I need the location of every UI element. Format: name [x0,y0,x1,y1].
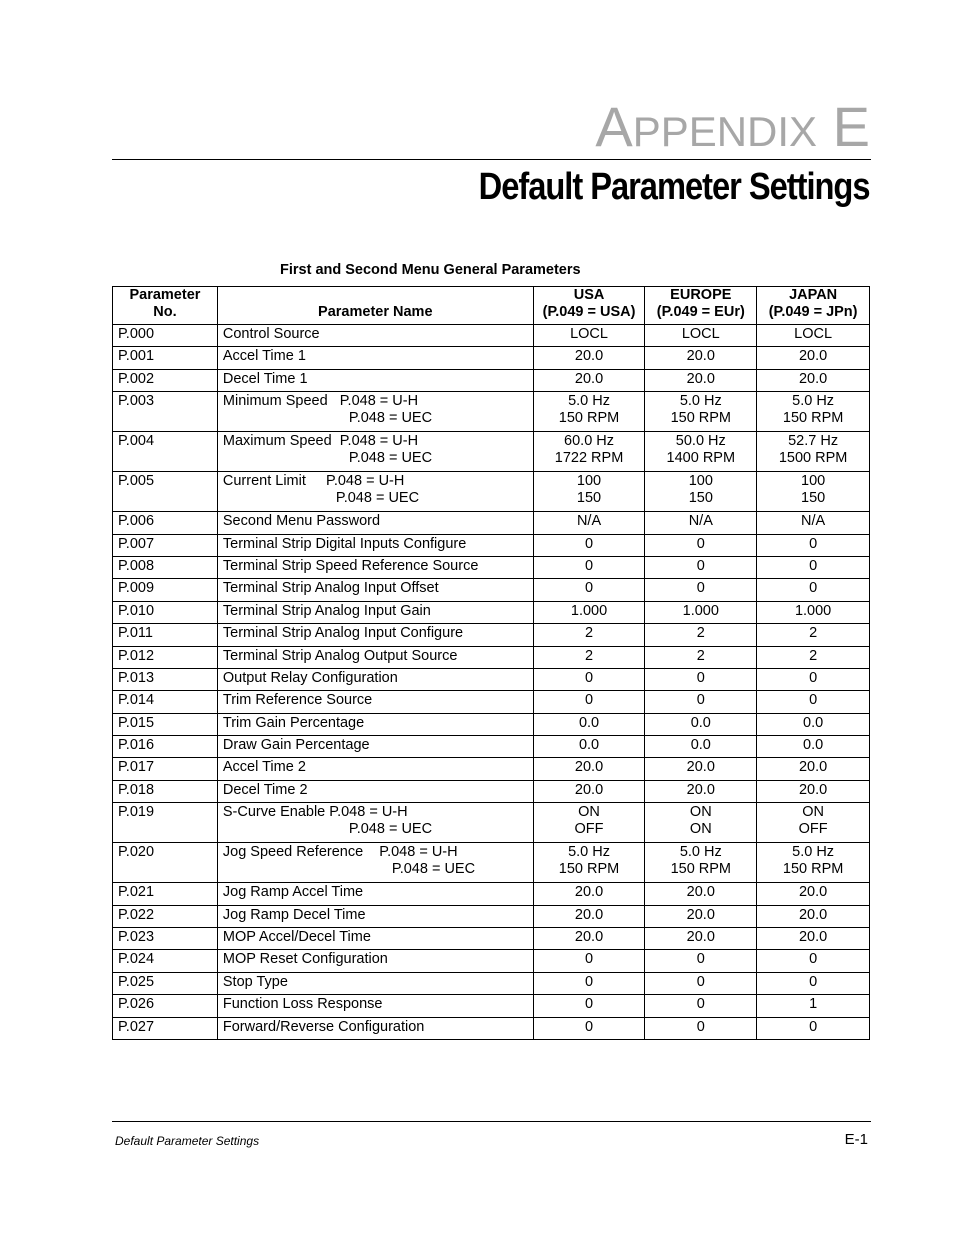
cell-europe-value: ON ON [645,803,757,843]
cell-parameter-name: Jog Speed Reference P.048 = U-H P.048 = UEC [217,843,533,883]
cell-europe-value: 20.0 [645,928,757,950]
cell-parameter-name: Terminal Strip Analog Input Offset [217,579,533,601]
table-row [113,646,870,668]
appendix-space [817,95,833,158]
cell-usa-value: LOCL [533,325,645,347]
cell-usa-value: 20.0 [533,905,645,927]
cell-usa-value: 0 [533,556,645,578]
cell-usa-value: N/A [533,512,645,534]
table-row [113,1017,870,1039]
cell-parameter-name: Accel Time 1 [217,347,533,369]
cell-usa-value: 0 [533,691,645,713]
cell-usa-value: 5.0 Hz 150 RPM [533,392,645,432]
header-parameter-no: Parameter No. [113,287,218,325]
header-rule [112,159,871,160]
table-row [113,803,870,843]
cell-usa-value: 20.0 [533,780,645,802]
cell-parameter-no: P.027 [113,1017,218,1039]
cell-parameter-name: Trim Reference Source [217,691,533,713]
cell-japan-value: 5.0 Hz 150 RPM [757,843,870,883]
cell-parameter-no: P.014 [113,691,218,713]
page-number: E-1 [844,1131,868,1148]
cell-parameter-name: Control Source [217,325,533,347]
cell-parameter-no: P.010 [113,601,218,623]
cell-europe-value: 0 [645,1017,757,1039]
cell-parameter-no: P.022 [113,905,218,927]
cell-japan-value: 0.0 [757,713,870,735]
table-row [113,780,870,802]
cell-usa-value: 0 [533,1017,645,1039]
cell-parameter-name: Second Menu Password [217,512,533,534]
cell-parameter-no: P.007 [113,534,218,556]
appendix-word-rest: PPENDIX [632,108,818,155]
cell-parameter-no: P.021 [113,883,218,905]
cell-usa-value: 0 [533,995,645,1017]
cell-parameter-name: Forward/Reverse Configuration [217,1017,533,1039]
cell-usa-value: 0.0 [533,713,645,735]
cell-europe-value: 1.000 [645,601,757,623]
header-japan: JAPAN (P.049 = JPn) [757,287,870,325]
cell-usa-value: 0 [533,668,645,690]
cell-usa-value: 5.0 Hz 150 RPM [533,843,645,883]
cell-parameter-name: Accel Time 2 [217,758,533,780]
cell-usa-value: 20.0 [533,758,645,780]
cell-usa-value: 100 150 [533,472,645,512]
cell-parameter-no: P.016 [113,736,218,758]
table-row [113,432,870,472]
cell-parameter-no: P.017 [113,758,218,780]
cell-parameter-name: Jog Ramp Decel Time [217,905,533,927]
cell-usa-value: 20.0 [533,369,645,391]
cell-usa-value: 1.000 [533,601,645,623]
cell-parameter-name: Terminal Strip Speed Reference Source [217,556,533,578]
appendix-letter: E [832,95,870,158]
cell-europe-value: 20.0 [645,758,757,780]
table-row [113,601,870,623]
cell-japan-value: 0 [757,1017,870,1039]
table-row [113,624,870,646]
cell-europe-value: 2 [645,646,757,668]
cell-europe-value: 5.0 Hz 150 RPM [645,392,757,432]
cell-parameter-no: P.002 [113,369,218,391]
table-row [113,369,870,391]
table-row [113,347,870,369]
cell-japan-value: 0 [757,534,870,556]
cell-parameter-name: Draw Gain Percentage [217,736,533,758]
cell-parameter-name: Maximum Speed P.048 = U-H P.048 = UEC [217,432,533,472]
table-row [113,995,870,1017]
cell-japan-value: 0.0 [757,736,870,758]
cell-usa-value: 0.0 [533,736,645,758]
cell-europe-value: 20.0 [645,780,757,802]
cell-japan-value: 5.0 Hz 150 RPM [757,392,870,432]
table-header-row [113,287,870,325]
cell-parameter-name: Trim Gain Percentage [217,713,533,735]
cell-parameter-name: Stop Type [217,972,533,994]
cell-parameter-name: Current Limit P.048 = U-H P.048 = UEC [217,472,533,512]
cell-usa-value: 0 [533,972,645,994]
cell-parameter-no: P.011 [113,624,218,646]
table-row [113,972,870,994]
table-row [113,713,870,735]
cell-parameter-name: Minimum Speed P.048 = U-H P.048 = UEC [217,392,533,432]
cell-parameter-name: MOP Accel/Decel Time [217,928,533,950]
cell-parameter-name: Decel Time 2 [217,780,533,802]
cell-europe-value: 0 [645,579,757,601]
cell-usa-value: 20.0 [533,928,645,950]
cell-europe-value: 0 [645,668,757,690]
cell-europe-value: 0 [645,950,757,972]
table-row [113,905,870,927]
cell-japan-value: 0 [757,950,870,972]
cell-japan-value: 20.0 [757,758,870,780]
cell-parameter-no: P.001 [113,347,218,369]
footer-section-title: Default Parameter Settings [115,1134,260,1148]
cell-usa-value: ON OFF [533,803,645,843]
cell-parameter-name: Decel Time 1 [217,369,533,391]
table-row [113,472,870,512]
cell-europe-value: 100 150 [645,472,757,512]
table-row [113,534,870,556]
cell-usa-value: 20.0 [533,347,645,369]
table-row [113,668,870,690]
cell-parameter-no: P.004 [113,432,218,472]
cell-japan-value: LOCL [757,325,870,347]
cell-japan-value: 20.0 [757,347,870,369]
table-row [113,556,870,578]
cell-europe-value: 2 [645,624,757,646]
cell-japan-value: 0 [757,556,870,578]
cell-japan-value: 2 [757,646,870,668]
cell-japan-value: 100 150 [757,472,870,512]
cell-japan-value: 1 [757,995,870,1017]
parameter-table [112,286,870,1040]
cell-parameter-name: Terminal Strip Analog Input Gain [217,601,533,623]
cell-parameter-no: P.008 [113,556,218,578]
cell-parameter-name: Function Loss Response [217,995,533,1017]
cell-usa-value: 0 [533,950,645,972]
page-title: Default Parameter Settings [479,166,870,208]
cell-japan-value: 20.0 [757,905,870,927]
cell-parameter-no: P.013 [113,668,218,690]
cell-parameter-no: P.000 [113,325,218,347]
cell-japan-value: 1.000 [757,601,870,623]
table-row [113,950,870,972]
table-caption: First and Second Menu General Parameters [280,262,581,278]
header-europe: EUROPE (P.049 = EUr) [645,287,757,325]
cell-parameter-no: P.026 [113,995,218,1017]
cell-europe-value: 5.0 Hz 150 RPM [645,843,757,883]
cell-parameter-name: MOP Reset Configuration [217,950,533,972]
cell-parameter-no: P.023 [113,928,218,950]
cell-europe-value: 0.0 [645,713,757,735]
header-parameter-name: Parameter Name [217,287,533,325]
cell-parameter-no: P.005 [113,472,218,512]
cell-japan-value: 2 [757,624,870,646]
cell-usa-value: 60.0 Hz 1722 RPM [533,432,645,472]
cell-europe-value: 0 [645,995,757,1017]
table-row [113,843,870,883]
cell-usa-value: 20.0 [533,883,645,905]
cell-japan-value: 0 [757,668,870,690]
cell-parameter-no: P.025 [113,972,218,994]
cell-japan-value: 20.0 [757,780,870,802]
cell-parameter-no: P.009 [113,579,218,601]
cell-usa-value: 0 [533,579,645,601]
cell-japan-value: 52.7 Hz 1500 RPM [757,432,870,472]
table-row [113,883,870,905]
cell-japan-value: 20.0 [757,883,870,905]
cell-europe-value: 20.0 [645,883,757,905]
cell-japan-value: 0 [757,691,870,713]
cell-parameter-no: P.012 [113,646,218,668]
cell-japan-value: 20.0 [757,928,870,950]
cell-japan-value: ON OFF [757,803,870,843]
cell-usa-value: 0 [533,534,645,556]
header-usa: USA (P.049 = USA) [533,287,645,325]
cell-japan-value: 20.0 [757,369,870,391]
table-row [113,392,870,432]
table-row [113,579,870,601]
cell-parameter-no: P.020 [113,843,218,883]
cell-europe-value: LOCL [645,325,757,347]
cell-parameter-name: Output Relay Configuration [217,668,533,690]
cell-japan-value: N/A [757,512,870,534]
cell-japan-value: 0 [757,579,870,601]
appendix-initial: A [595,95,633,158]
cell-parameter-name: Terminal Strip Digital Inputs Configure [217,534,533,556]
table-row [113,325,870,347]
cell-japan-value: 0 [757,972,870,994]
cell-europe-value: 50.0 Hz 1400 RPM [645,432,757,472]
cell-parameter-no: P.015 [113,713,218,735]
table-row [113,512,870,534]
cell-parameter-no: P.006 [113,512,218,534]
table-row [113,758,870,780]
cell-europe-value: 0.0 [645,736,757,758]
cell-europe-value: 0 [645,691,757,713]
cell-europe-value: 20.0 [645,369,757,391]
table-row [113,736,870,758]
cell-parameter-no: P.018 [113,780,218,802]
cell-parameter-no: P.003 [113,392,218,432]
cell-europe-value: 20.0 [645,347,757,369]
cell-europe-value: 0 [645,534,757,556]
cell-parameter-no: P.024 [113,950,218,972]
cell-usa-value: 2 [533,646,645,668]
footer-rule [112,1121,871,1122]
cell-europe-value: 0 [645,556,757,578]
table-row [113,928,870,950]
appendix-heading [595,95,870,158]
cell-parameter-no: P.019 [113,803,218,843]
cell-usa-value: 2 [533,624,645,646]
cell-parameter-name: Terminal Strip Analog Input Configure [217,624,533,646]
cell-parameter-name: Terminal Strip Analog Output Source [217,646,533,668]
cell-parameter-name: S-Curve Enable P.048 = U-H P.048 = UEC [217,803,533,843]
cell-parameter-name: Jog Ramp Accel Time [217,883,533,905]
table-row [113,691,870,713]
cell-europe-value: 20.0 [645,905,757,927]
cell-europe-value: 0 [645,972,757,994]
cell-europe-value: N/A [645,512,757,534]
